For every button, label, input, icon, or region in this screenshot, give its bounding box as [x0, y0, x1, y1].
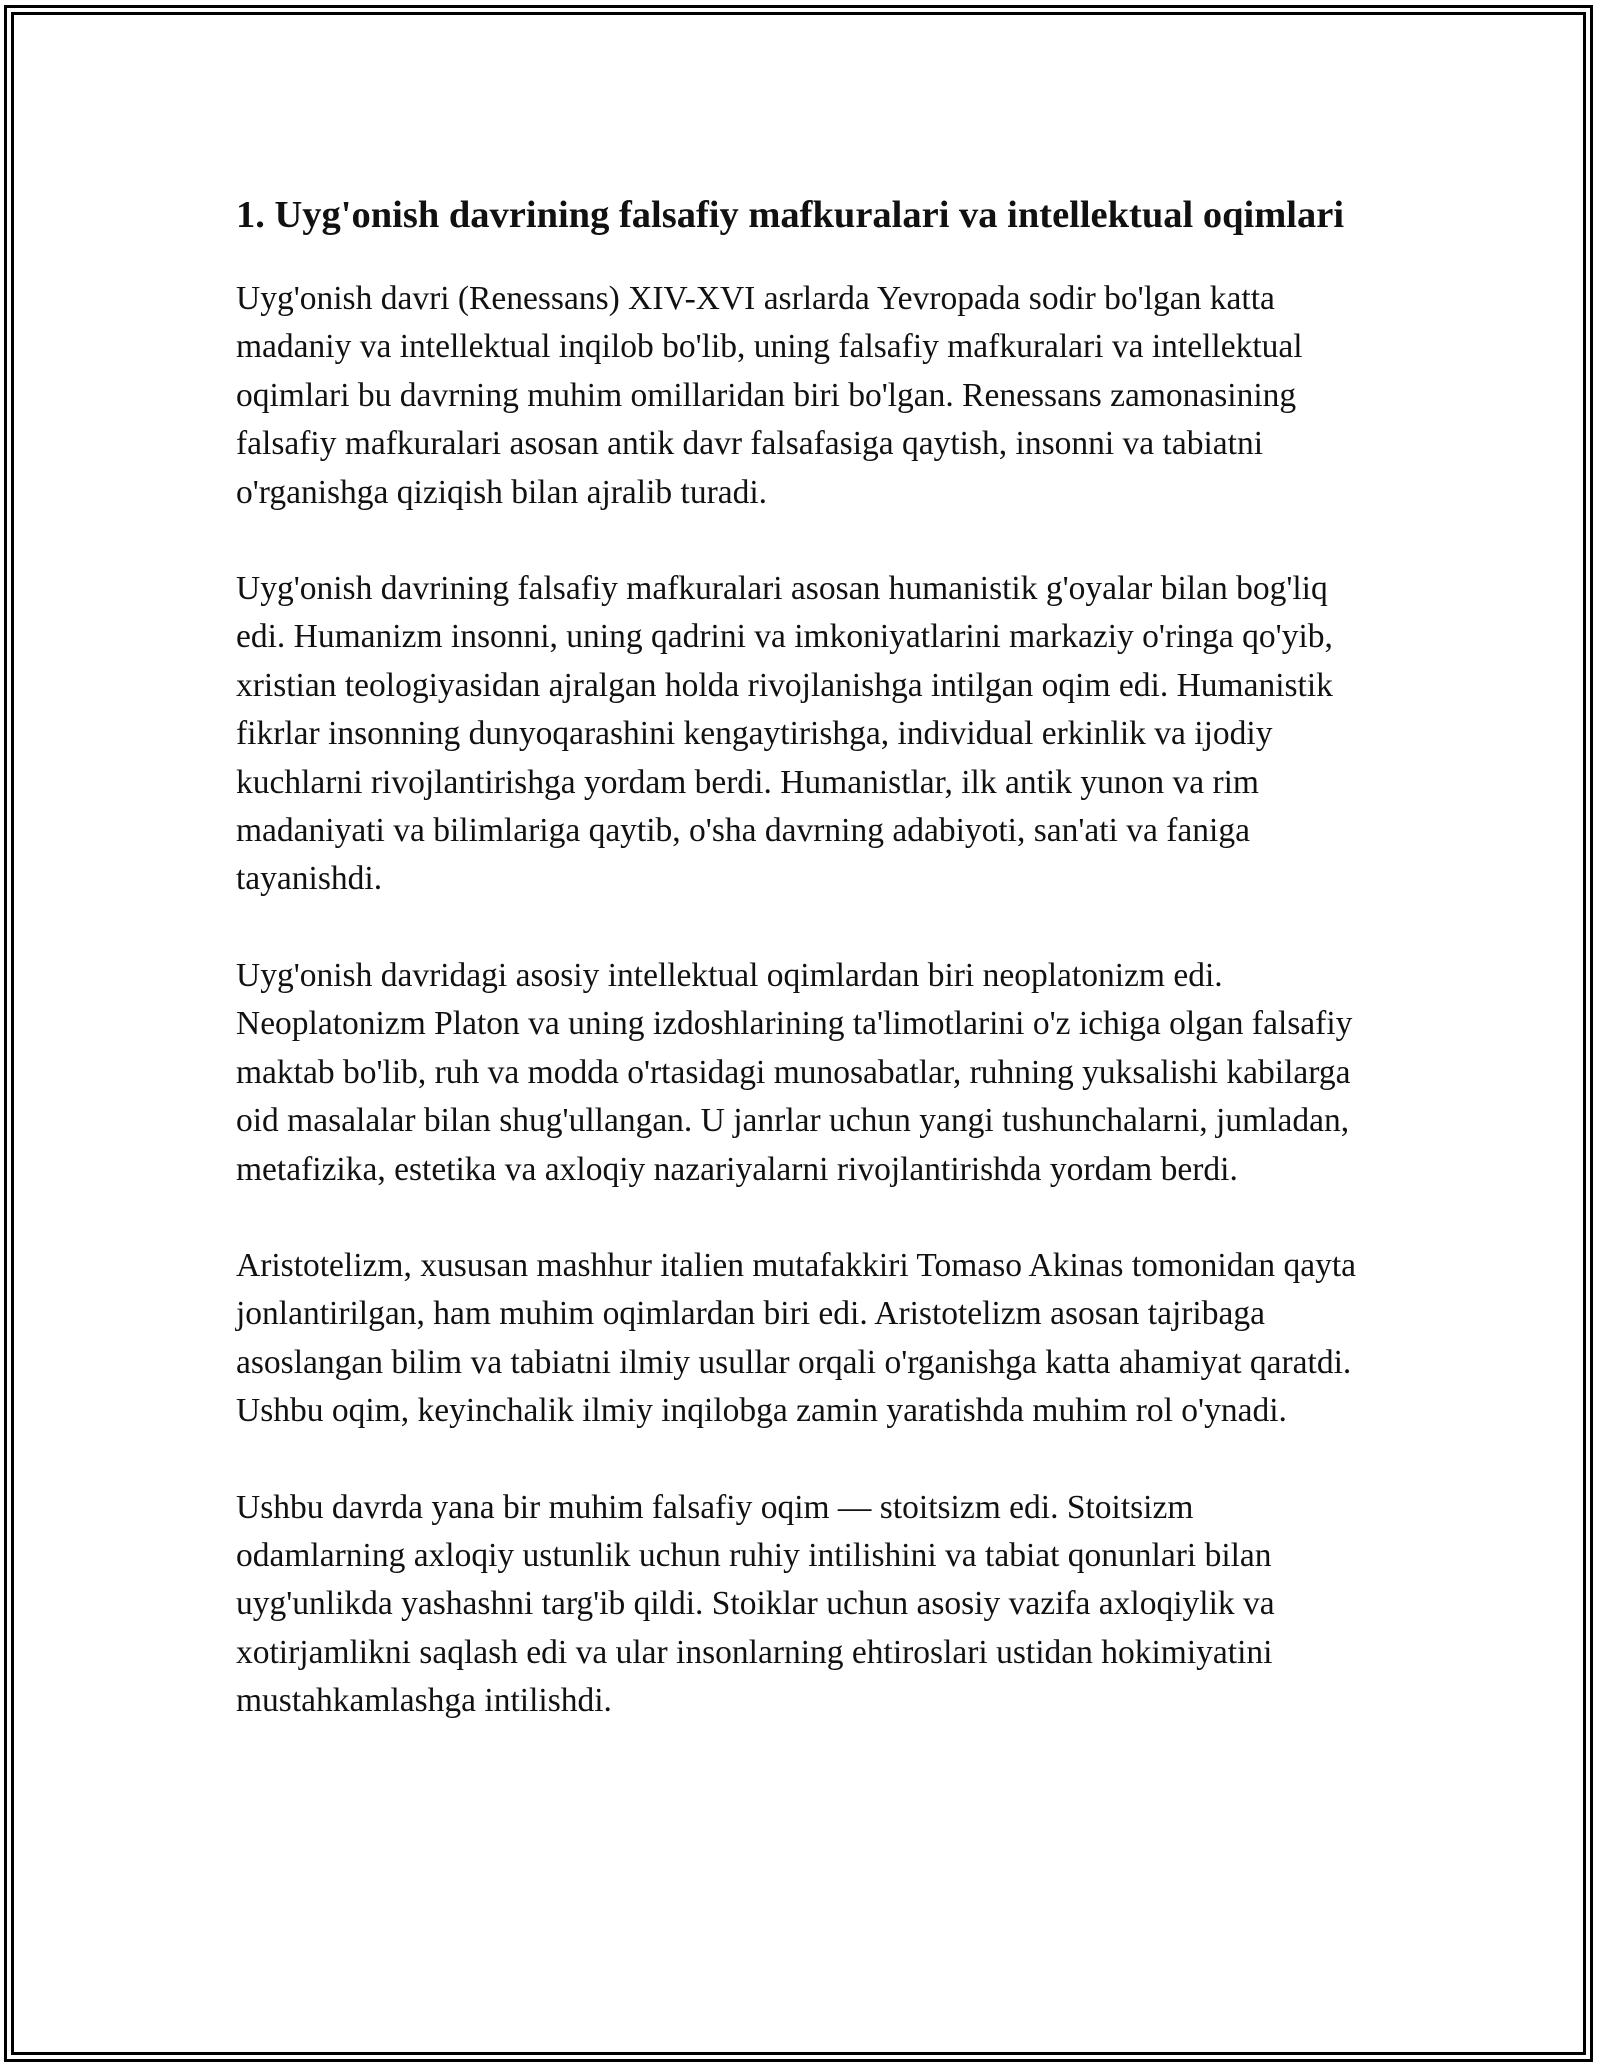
- paragraph-stoicism: Ushbu davrda yana bir muhim falsafiy oqim — stoitsizm edi. Stoitsizm odamlarning axloqiy ustunlik uchun ruhiy intilishini va tabiat qonunlari bilan uyg'unlikda yashashni targ'ib qildi. Stoiklar uchun asosiy vazifa axloqiylik va xotirjamlikni saqlash edi va ular insonlarning ehtiroslari ustidan hokimiyatini mustahkamlashga intilishdi.: [236, 1488, 1275, 1720]
- section-title: 1. Uyg'onish davrining falsafiy mafkuralari va intellektual oqimlari: [236, 194, 1345, 236]
- paragraph-humanism: Uyg'onish davrining falsafiy mafkuralari asosan humanistik g'oyalar bilan bog'liq edi. Humanizm insonni, uning qadrini va imkoniyatlarini markaziy o'ringa qo'yib, xristian teologiyasidan ajralgan holda rivojlanishga intilgan oqim edi. Humanistik fikrlar insonning dunyoqarashini kengaytirishga, individual erkinlik va ijodiy kuchlarni rivojlantirishga yordam berdi. Humanistlar, ilk antik yunon va rim madaniyati va bilimlariga qaytib, o'sha davrning adabiyoti, san'ati va faniga tayanishdi.: [236, 570, 1333, 898]
- paragraph-aristotelianism: Aristotelizm, xususan mashhur italien mutafakkiri Tomaso Akinas tomonidan qayta jonlantirilgan, ham muhim oqimlardan biri edi. Aristotelizm asosan tajribaga asoslangan bilim va tabiatni ilmiy usullar orqali o'rganishga katta ahamiyat qaratdi. Ushbu oqim, keyinchalik ilmiy inqilobga zamin yaratishda muhim rol o'ynadi.: [236, 1246, 1357, 1430]
- paragraph-neoplatonism: Uyg'onish davridagi asosiy intellektual oqimlardan biri neoplatonizm edi. Neoplatonizm Platon va uning izdoshlarining ta'limotlarini o'z ichiga olgan falsafiy maktab bo'lib, ruh va modda o'rtasidagi munosabatlar, ruhning yuksalishi kabilarga oid masalalar bilan shug'ullangan. U janrlar uchun yangi tushunchalarni, jumladan, metafizika, estetika va axloqiy nazariyalarni rivojlantirishda yordam berdi.: [236, 956, 1353, 1188]
- paragraph-renaissance-intro: Uyg'onish davri (Renessans) XIV-XVI asrlarda Yevropada sodir bo'lgan katta madaniy va intellektual inqilob bo'lib, uning falsafiy mafkuralari va intellektual oqimlari bu davrning muhim omillaridan biri bo'lgan. Renessans zamonasining falsafiy mafkuralari asosan antik davr falsafasiga qaytish, insonni va tabiatni o'rganishga qiziqish bilan ajralib turadi.: [236, 280, 1303, 511]
- document-body: [236, 188, 1366, 1774]
